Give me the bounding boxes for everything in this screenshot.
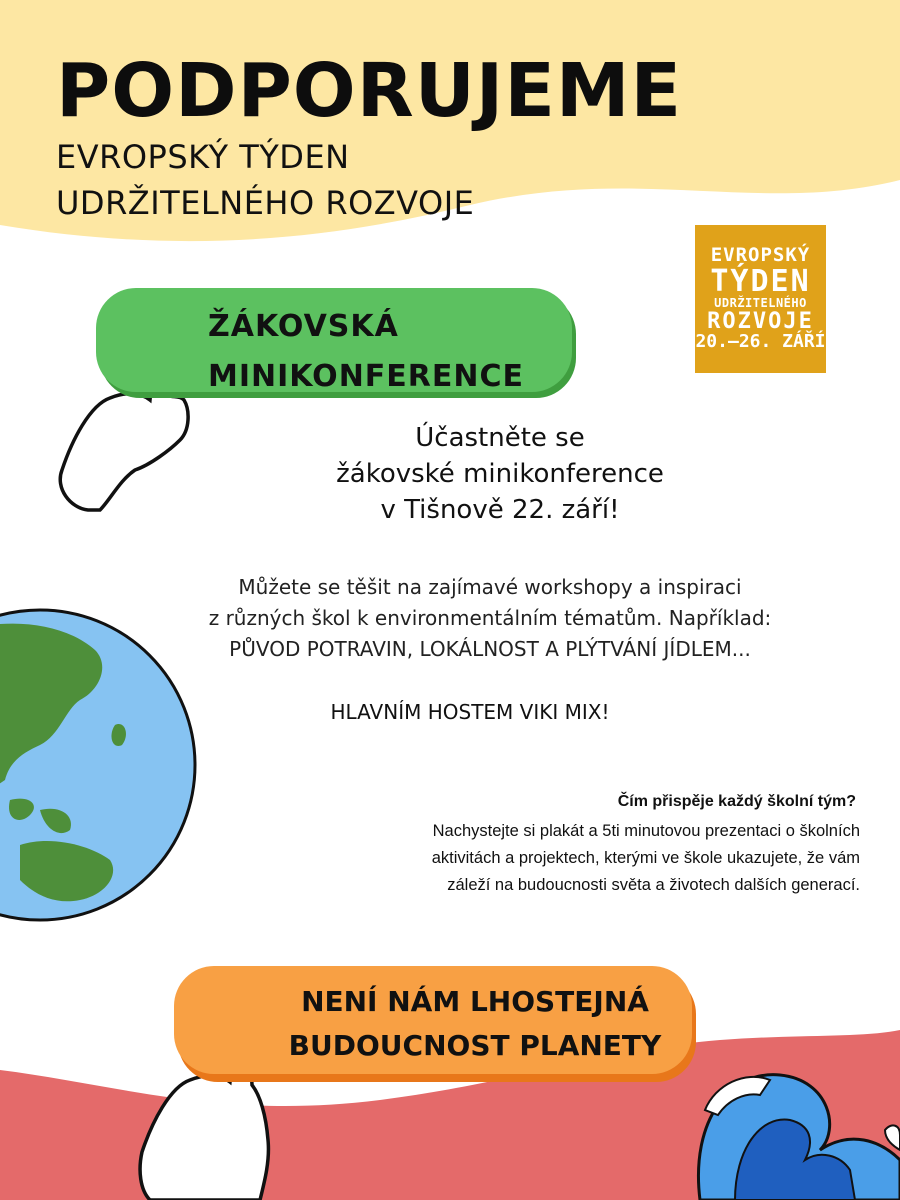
banner-top-line-1: ŽÁKOVSKÁ	[208, 309, 399, 344]
info-line-1: Můžete se těšit na zajímavé workshopy a inspiraci	[238, 575, 742, 599]
team-answer-line-3: záleží na budoucnosti světa a životech dalších generací.	[447, 876, 860, 894]
banner-bottom-line-1: NENÍ NÁM LHOSTEJNÁ	[301, 985, 649, 1018]
team-answer-line-2: aktivitách a projektech, kterými ve škole ukazujete, že vám	[431, 849, 860, 867]
logo-line-4: ROZVOJE	[707, 309, 814, 335]
team-answer-line-1: Nachystejte si plakát a 5ti minutovou prezentaci o školních	[432, 822, 860, 840]
logo-line-2: TÝDEN	[710, 263, 811, 299]
team-answer	[320, 818, 860, 899]
banner-bottom-text	[270, 980, 680, 1068]
invite-text	[300, 420, 700, 528]
logo-line-1: EVROPSKÝ	[710, 243, 811, 266]
invite-line-3: v Tišnově 22. září!	[380, 495, 620, 525]
invite-line-1: Účastněte se	[415, 423, 585, 453]
team-question: Čím přispěje každý školní tým?	[617, 793, 856, 810]
logo-line-3: UDRŽITELNÉHO	[714, 296, 807, 311]
info-line-2: z různých škol k environmentálním tématům. Například:	[208, 606, 772, 630]
invite-line-2: žákovské minikonference	[336, 459, 664, 489]
banner-top-text	[208, 302, 524, 402]
event-logo	[695, 225, 826, 373]
page-title: PODPORUJEME	[56, 48, 683, 134]
info-line-3: PŮVOD POTRAVIN, LOKÁLNOST A PLÝTVÁNÍ JÍDLEM...	[229, 637, 751, 661]
banner-top-line-2: MINIKONFERENCE	[208, 359, 524, 394]
subtitle-line-2: UDRŽITELNÉHO ROZVOJE	[56, 184, 475, 222]
banner-bottom-line-2: BUDOUCNOST PLANETY	[288, 1029, 662, 1062]
logo-line-5: 20.–26. ZÁŘÍ	[695, 331, 826, 353]
subtitle-line-1: EVROPSKÝ TÝDEN	[56, 138, 350, 176]
main-guest: HLAVNÍM HOSTEM VIKI MIX!	[330, 700, 610, 724]
info-text	[160, 572, 820, 665]
